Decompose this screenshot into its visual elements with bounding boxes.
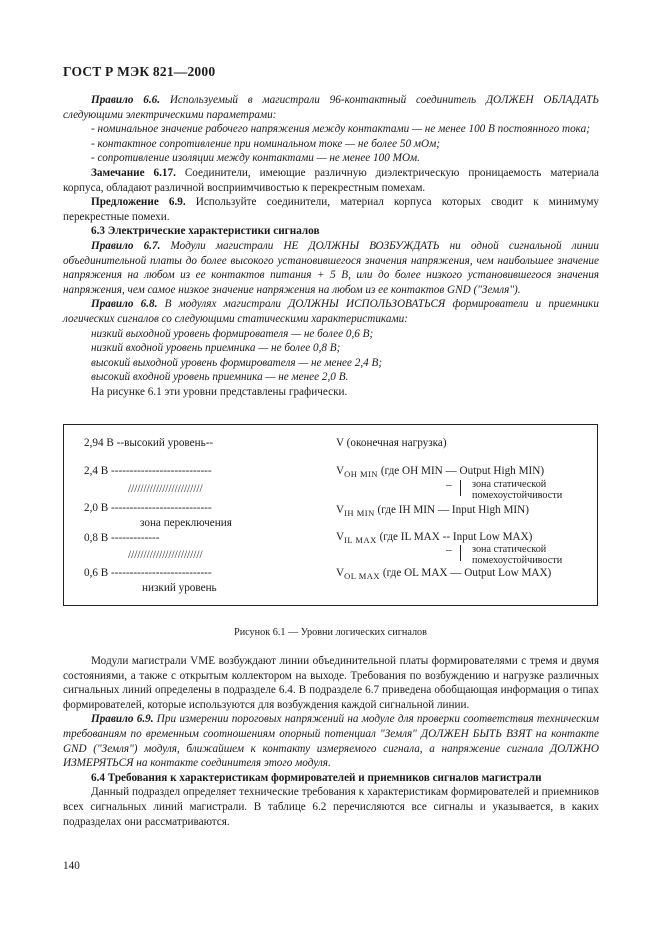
v-ol-max: $V_{OL MAX}$ (где OL MAX — Output Low MAX) — [336, 567, 552, 581]
v-termination: V (оконечная нагрузка) — [336, 437, 447, 449]
rule-6-9: Правило 6.9. При измерении пороговых напряжений на модуле для проверки соответствия техническим требованиям по временным соотношениям опорный потенциал "Земля" ДОЛЖЕН БЫТЬ ВЗЯТ на контакте GND ("Земля") модуля, ближайшем к контакту измеряемого сигнала, а напряжение сигнала ДОЛЖНО ИЗМЕРЯТЬСЯ на контакте соединителя этого модуля. — [63, 713, 599, 770]
switch-zone-label: зона переключения — [140, 517, 232, 529]
level-0-8: 0,8 В ------------- — [84, 532, 160, 544]
rule-6-6-item: - номинальное значение рабочего напряжения между контактами — не менее 100 В постоянного тока; — [91, 123, 590, 136]
rule-6-6-item: - контактное сопротивление при номинальном токе — не более 50 мОм; — [91, 137, 440, 150]
text-block-bottom — [63, 654, 599, 829]
zone-bracket-2 — [460, 545, 461, 561]
page-number: 140 — [63, 860, 80, 872]
figure-6-1-frame — [63, 424, 598, 606]
section-6-4-heading: 6.4 Требования к характеристикам формирователей и приемников сигналов магистрали — [91, 771, 542, 784]
v-oh-min: $V_{OH MIN}$ (где OH MIN — Output High MIN) — [336, 465, 545, 479]
figure-caption: Рисунок 6.1 — Уровни логических сигналов — [234, 627, 427, 638]
level-0-6: 0,6 В --------------------------- — [84, 567, 212, 579]
level-2-94: 2,94 В --высокий уровень-- — [84, 437, 214, 449]
v-il-max: $V_{IL MAX}$ (где IL MAX -- Input Low MAX) — [336, 531, 533, 545]
rule-6-8-item: высокий выходной уровень формирователя — не менее 2,4 В; — [91, 356, 383, 369]
rule-6-8: Правило 6.8. В модулях магистрали ДОЛЖНЫ ИСПОЛЬЗОВАТЬСЯ формирователи и приемники логических сигналов со следующими статическими характеристиками: — [63, 298, 599, 325]
v-ih-min: $V_{IH MIN}$ (где IH MIN — Input High MIN) — [336, 504, 529, 518]
zone-dash-1: – — [446, 479, 452, 491]
text-block-top — [63, 93, 599, 399]
low-level-label: низкий уровень — [142, 582, 217, 594]
rule-6-6-item: - сопротивление изоляции между контактами — не менее 100 МОм. — [91, 152, 420, 165]
static-zone-label-2b: помехоустойчивости — [472, 555, 563, 566]
static-zone-label-1b: помехоустойчивости — [472, 490, 563, 501]
hatch-low: //////////////////////// — [128, 549, 203, 561]
paragraph-vme: Модули магистрали VME возбуждают линии объединительной платы формирователями с тремя и двумя состояниями, а также с открытым коллектором на выходе. Требования по возбуждению и нагрузке различных сигнальных линий определены в подразделе 6.4. В подразделе 6.7 приведена обобщающая информация о типах формирователей, которые используются для возбуждения каждой сигнальной линии. — [63, 655, 599, 711]
zone-bracket-1 — [460, 480, 461, 496]
rule-6-8-item: низкий входной уровень приемника — не более 0,8 В; — [91, 342, 341, 355]
figure-intro: На рисунке 6.1 эти уровни представлены графически. — [91, 385, 348, 398]
note-6-17: Замечание 6.17. Соединители, имеющие различную диэлектрическую проницаемость материала корпуса, обладают различной восприимчивостью к перекрестным помехам. — [63, 166, 599, 194]
rule-6-7: Правило 6.7. Модули магистрали НЕ ДОЛЖНЫ ВОЗБУЖДАТЬ ни одной сигнальной линии объединительной платы до более высокого установившегося значения напряжения, чем наибольшее значение напряжения на любом из ее контактов питания + 5 В, или до более низкого установившегося значения напряжения, чем самое низкое значение напряжения на любом из ее контактов GND ("Земля"). — [63, 239, 599, 296]
level-2-4: 2,4 В --------------------------- — [84, 465, 212, 477]
page-header: ГОСТ Р МЭК 821—2000 — [63, 64, 216, 79]
rule-6-6: Правило 6.6. Используемый в магистрали 96-контактный соединитель ДОЛЖЕН ОБЛАДАТЬ следующими электрическими параметрами: — [63, 94, 599, 121]
suggestion-6-9: Предложение 6.9. Используйте соединители, материал корпуса которых сводит к минимуму перекрестные помехи. — [63, 196, 599, 223]
paragraph-6-4: Данный подраздел определяет технические требования к характеристикам формирователей и приемников всех сигнальных линий магистрали. В таблице 6.2 перечисляются все сигналы и указывается, в каких подразделах они рассматриваются. — [63, 786, 599, 828]
static-zone-label-2a: зона статической — [472, 544, 547, 555]
section-6-3-heading: 6.3 Электрические характеристики сигналов — [91, 225, 320, 238]
rule-6-8-item: низкий выходной уровень формирователя — не более 0,6 В; — [91, 327, 374, 340]
static-zone-label-1a: зона статической — [472, 479, 547, 490]
level-2-0: 2,0 В --------------------------- — [84, 502, 212, 514]
rule-6-8-item: высокий входной уровень приемника — не менее 2,0 В. — [91, 371, 349, 384]
hatch-high: //////////////////////// — [128, 483, 203, 495]
zone-dash-2: – — [446, 544, 452, 556]
